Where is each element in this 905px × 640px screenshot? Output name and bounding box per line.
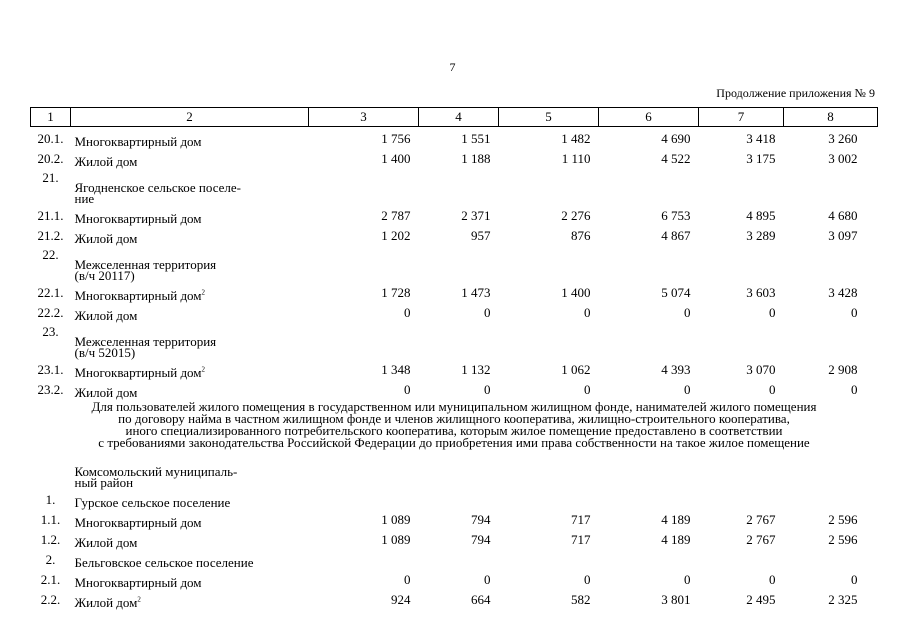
- row-name: [71, 568, 309, 588]
- table-row: [31, 568, 878, 588]
- value-cell: 2 787: [381, 208, 411, 223]
- table-row: [31, 281, 878, 301]
- row-number: 20.2.: [37, 151, 64, 166]
- value-cell: [784, 548, 878, 568]
- row-name-text: Жилой дом: [74, 154, 138, 169]
- value-cell: 794: [471, 512, 491, 527]
- value-cell: 4 690: [661, 131, 691, 146]
- value-cell: 0: [769, 305, 776, 320]
- value-cell: 2 767: [746, 512, 776, 527]
- value-cell: [419, 244, 499, 281]
- row-name: [71, 378, 309, 398]
- value-cell: 1 202: [381, 228, 411, 243]
- column-header: 7: [699, 108, 784, 127]
- row-name-text: Жилой дом: [74, 308, 138, 323]
- value-cell: 0: [684, 305, 691, 320]
- value-cell: 3 603: [746, 285, 776, 300]
- row-name-text: Многоквартирный дом: [74, 134, 202, 149]
- value-cell: 3 260: [828, 131, 858, 146]
- row-name: [71, 204, 309, 224]
- row-name-text: Многоквартирный дом: [74, 575, 202, 590]
- value-cell: 2 596: [828, 512, 858, 527]
- table-row: [31, 508, 878, 528]
- value-cell: [499, 244, 599, 281]
- row-number: 2.: [45, 552, 56, 567]
- value-cell: [599, 321, 699, 358]
- value-cell: 1 089: [381, 512, 411, 527]
- value-cell: [419, 167, 499, 204]
- value-cell: 3 175: [746, 151, 776, 166]
- value-cell: [599, 451, 699, 488]
- group-row: [31, 167, 878, 204]
- row-number: 1.1.: [40, 512, 61, 527]
- row-name: [71, 358, 309, 378]
- row-number: 22.1.: [37, 285, 64, 300]
- row-name: [71, 244, 309, 281]
- value-cell: 2 325: [828, 592, 858, 607]
- value-cell: 0: [769, 572, 776, 587]
- value-cell: 0: [851, 382, 858, 397]
- value-cell: 2 767: [746, 532, 776, 547]
- row-number: 1.: [45, 492, 56, 507]
- value-cell: 0: [484, 572, 491, 587]
- group-row: [31, 451, 878, 488]
- row-name-text: Бельговское сельское поселение: [74, 555, 254, 570]
- value-cell: 4 895: [746, 208, 776, 223]
- value-cell: 582: [571, 592, 591, 607]
- row-name: [71, 508, 309, 528]
- group-row: [31, 548, 878, 568]
- value-cell: 1 482: [561, 131, 591, 146]
- value-cell: 717: [571, 512, 591, 527]
- row-name-text: Многоквартирный дом: [74, 365, 202, 380]
- column-number-row: [31, 108, 878, 127]
- table-row: [31, 301, 878, 321]
- value-cell: 4 522: [661, 151, 691, 166]
- row-name-text: Комсомольский муниципаль- ный район: [74, 464, 238, 490]
- table-row: [31, 147, 878, 167]
- value-cell: 5 074: [661, 285, 691, 300]
- row-number: 23.2.: [37, 382, 64, 397]
- value-cell: 1 089: [381, 532, 411, 547]
- value-cell: [699, 321, 784, 358]
- value-cell: 876: [571, 228, 591, 243]
- value-cell: 924: [391, 592, 411, 607]
- value-cell: 957: [471, 228, 491, 243]
- group-row: [31, 488, 878, 508]
- value-cell: 4 189: [661, 532, 691, 547]
- row-number: 23.1.: [37, 362, 64, 377]
- row-name-text: Многоквартирный дом: [74, 211, 202, 226]
- value-cell: [599, 244, 699, 281]
- row-name-text: Многоквартирный дом: [74, 288, 202, 303]
- value-cell: 1 756: [381, 131, 411, 146]
- value-cell: 2 495: [746, 592, 776, 607]
- column-header: 4: [419, 108, 499, 127]
- value-cell: 0: [484, 382, 491, 397]
- row-name-text: Межселенная территория (в/ч 20117): [74, 257, 217, 283]
- value-cell: 664: [471, 592, 491, 607]
- value-cell: [419, 451, 499, 488]
- table-row: [31, 588, 878, 608]
- value-cell: 1 551: [461, 131, 491, 146]
- footnote-marker: 2: [201, 365, 206, 374]
- value-cell: 0: [404, 305, 411, 320]
- value-cell: [499, 167, 599, 204]
- value-cell: 2 908: [828, 362, 858, 377]
- table-row: [31, 528, 878, 548]
- row-number: 20.1.: [37, 131, 64, 146]
- column-header: 2: [71, 108, 309, 127]
- value-cell: [784, 321, 878, 358]
- value-cell: 3 002: [828, 151, 858, 166]
- value-cell: [309, 548, 419, 568]
- column-header: 5: [499, 108, 599, 127]
- row-number: 2.1.: [40, 572, 61, 587]
- value-cell: [419, 488, 499, 508]
- value-cell: 0: [769, 382, 776, 397]
- row-name-text: Жилой дом: [74, 231, 138, 246]
- value-cell: [499, 451, 599, 488]
- row-name-text: Жилой дом: [74, 385, 138, 400]
- value-cell: 0: [484, 305, 491, 320]
- value-cell: 0: [851, 305, 858, 320]
- footnote-marker: 2: [201, 288, 206, 297]
- footnote-marker: 2: [137, 595, 141, 604]
- row-number: 2.2.: [40, 592, 61, 607]
- value-cell: [499, 548, 599, 568]
- row-number: [31, 451, 71, 488]
- value-cell: [309, 488, 419, 508]
- value-cell: 4 393: [661, 362, 691, 377]
- value-cell: 1 400: [381, 151, 411, 166]
- value-cell: 4 867: [661, 228, 691, 243]
- value-cell: [309, 451, 419, 488]
- value-cell: [699, 488, 784, 508]
- value-cell: 3 097: [828, 228, 858, 243]
- row-name: [71, 528, 309, 548]
- column-header: 3: [309, 108, 419, 127]
- value-cell: [419, 321, 499, 358]
- row-number: 23.: [42, 324, 59, 339]
- value-cell: 1 188: [461, 151, 491, 166]
- value-cell: 3 289: [746, 228, 776, 243]
- row-name: [71, 281, 309, 301]
- group-row: [31, 244, 878, 281]
- value-cell: 0: [584, 305, 591, 320]
- page-number: 7: [449, 60, 456, 74]
- row-number: 22.2.: [37, 305, 64, 320]
- value-cell: 2 596: [828, 532, 858, 547]
- table-row: [31, 224, 878, 244]
- row-name-text: Гурское сельское поселение: [74, 495, 231, 510]
- value-cell: 717: [571, 532, 591, 547]
- table-row: [31, 204, 878, 224]
- value-cell: [309, 167, 419, 204]
- value-cell: 3 070: [746, 362, 776, 377]
- value-cell: 0: [404, 572, 411, 587]
- value-cell: 1 132: [461, 362, 491, 377]
- value-cell: [699, 167, 784, 204]
- tariff-table: [30, 107, 878, 608]
- value-cell: [784, 244, 878, 281]
- value-cell: [784, 451, 878, 488]
- row-name: [71, 224, 309, 244]
- value-cell: [699, 548, 784, 568]
- row-name: [71, 488, 309, 508]
- row-name: [71, 127, 309, 148]
- value-cell: [499, 488, 599, 508]
- value-cell: [309, 244, 419, 281]
- value-cell: [699, 451, 784, 488]
- value-cell: 3 418: [746, 131, 776, 146]
- value-cell: 4 189: [661, 512, 691, 527]
- row-name: [71, 588, 309, 608]
- value-cell: 3 428: [828, 285, 858, 300]
- value-cell: 2 371: [461, 208, 491, 223]
- column-header: 8: [784, 108, 878, 127]
- row-name-text: Жилой дом: [74, 535, 138, 550]
- value-cell: 1 348: [381, 362, 411, 377]
- row-name: [71, 147, 309, 167]
- value-cell: 0: [684, 382, 691, 397]
- value-cell: 2 276: [561, 208, 591, 223]
- row-number: 21.2.: [37, 228, 64, 243]
- value-cell: 0: [404, 382, 411, 397]
- row-name: [71, 451, 309, 488]
- row-name: [71, 548, 309, 568]
- row-name: [71, 167, 309, 204]
- note-text: Для пользователей жилого помещения в государственном или муниципальном жилищном фонде, нанимателей жилого помещения по договору найма в частном жилищном фонде и членов жилищного кооператива, жилищно-строительного кооператива, иного специализированного потребительского кооператива, которым жилое помещение предоставлено в соответствии с требованиями законодательства Российской Федерации до приобретения ими права собственности на такое жилое помещение: [91, 399, 817, 450]
- value-cell: [599, 167, 699, 204]
- value-cell: 6 753: [661, 208, 691, 223]
- value-cell: 1 062: [561, 362, 591, 377]
- value-cell: 1 400: [561, 285, 591, 300]
- value-cell: [784, 488, 878, 508]
- row-name-text: Ягодненское сельское поселе- ние: [74, 180, 241, 206]
- value-cell: 4 680: [828, 208, 858, 223]
- value-cell: 794: [471, 532, 491, 547]
- group-row: [31, 321, 878, 358]
- value-cell: [419, 548, 499, 568]
- row-name: [71, 301, 309, 321]
- table-row: [31, 378, 878, 398]
- continuation-label: Продолжение приложения № 9: [716, 86, 875, 100]
- note-row: [31, 398, 878, 451]
- row-name-text: Многоквартирный дом: [74, 515, 202, 530]
- row-name: [71, 321, 309, 358]
- value-cell: [599, 548, 699, 568]
- value-cell: 0: [684, 572, 691, 587]
- column-header: 1: [31, 108, 71, 127]
- value-cell: [784, 167, 878, 204]
- value-cell: 1 728: [381, 285, 411, 300]
- value-cell: 0: [584, 572, 591, 587]
- value-cell: 0: [851, 572, 858, 587]
- value-cell: 0: [584, 382, 591, 397]
- value-cell: [499, 321, 599, 358]
- row-name-text: Жилой дом: [74, 595, 138, 610]
- column-header: 6: [599, 108, 699, 127]
- row-number: 1.2.: [40, 532, 61, 547]
- value-cell: 1 473: [461, 285, 491, 300]
- row-name-text: Межселенная территория (в/ч 52015): [74, 334, 217, 360]
- value-cell: [309, 321, 419, 358]
- value-cell: [599, 488, 699, 508]
- value-cell: 1 110: [561, 151, 591, 166]
- row-number: 21.: [42, 170, 59, 185]
- table-body: [31, 127, 878, 609]
- row-number: 22.: [42, 247, 59, 262]
- value-cell: [699, 244, 784, 281]
- row-number: 21.1.: [37, 208, 64, 223]
- value-cell: 3 801: [661, 592, 691, 607]
- table-row: [31, 127, 878, 148]
- table-row: [31, 358, 878, 378]
